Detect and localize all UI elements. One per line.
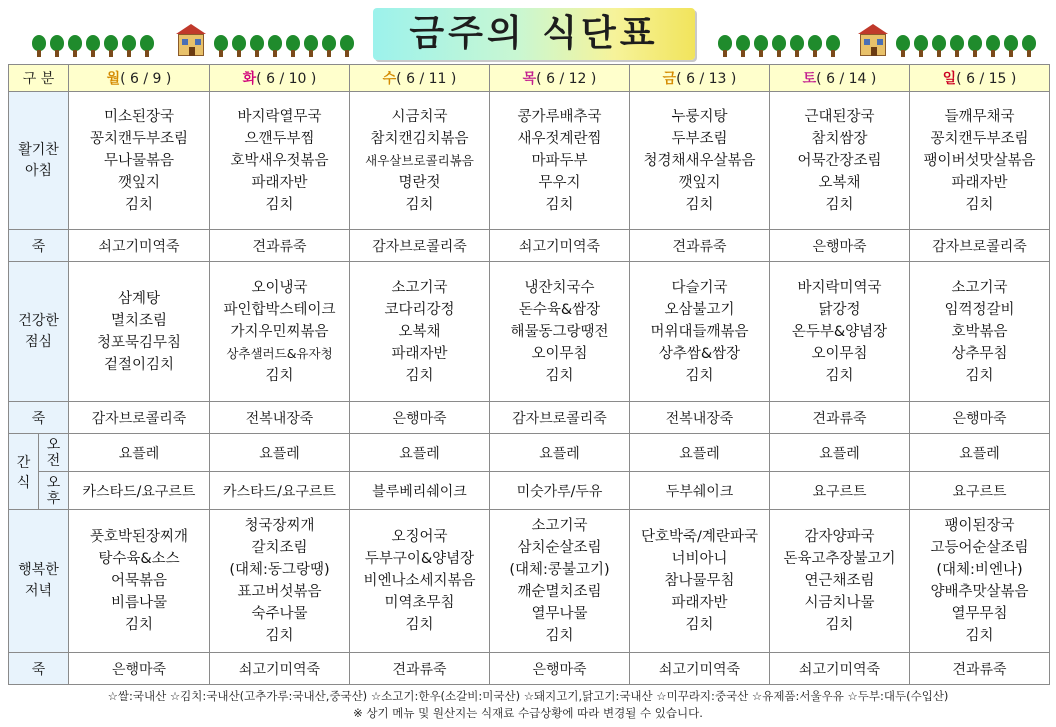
menu-item: 오삼불고기 [664, 301, 735, 318]
porridge-cell: 견과류죽 [350, 653, 490, 685]
menu-item: 풋호박된장찌개 [89, 529, 189, 545]
menu-item: 김치 [265, 628, 294, 644]
menu-item: 근대된장국 [804, 108, 875, 125]
day-name: 목 [522, 71, 537, 87]
porridge-cell: 쇠고기미역죽 [490, 230, 630, 262]
snack-label [9, 434, 39, 510]
tree-icon [772, 35, 786, 57]
snack-cell: 요플레 [210, 434, 350, 472]
menu-item: 호박볶음 [951, 323, 1008, 340]
porridge-cell: 견과류죽 [210, 230, 350, 262]
porridge-cell: 견과류죽 [770, 402, 910, 434]
menu-item: 김치 [685, 617, 714, 633]
porridge-cell: 견과류죽 [910, 653, 1050, 685]
section-header-label: 구 분 [22, 71, 55, 87]
porridge-cell: 쇠고기미역죽 [630, 653, 770, 685]
origin-footer [0, 688, 1056, 721]
menu-item: 머위대들깨볶음 [650, 323, 749, 340]
menu-item: 팽이버섯맛살볶음 [923, 152, 1036, 169]
lunch-cell [490, 262, 630, 402]
lunch-cell [630, 262, 770, 402]
lunch-row [9, 262, 1050, 402]
menu-item: 파래자반 [671, 595, 728, 611]
title-banner [373, 8, 695, 60]
tree-row-left [32, 35, 154, 57]
tree-row-right-2 [896, 35, 1036, 57]
dinner-cell [630, 510, 770, 653]
page-title: 금주의 식단표 [409, 13, 659, 54]
menu-item: 청경채새우살볶음 [643, 152, 756, 169]
menu-item: 무나물볶음 [103, 152, 175, 169]
menu-item: 김치 [124, 617, 153, 633]
menu-item: 상추쌈&쌈장 [658, 345, 741, 362]
breakfast-cell [910, 92, 1050, 230]
snack-cell: 요플레 [770, 434, 910, 472]
menu-item: 오이무침 [531, 345, 588, 362]
menu-item: 임꺽정갈비 [944, 301, 1015, 318]
snack-pm-row [9, 472, 1050, 510]
menu-item: 연근채조림 [804, 573, 875, 589]
menu-item: 파래자반 [391, 345, 448, 362]
breakfast-cell [770, 92, 910, 230]
snack-cell: 카스타드/요구르트 [210, 472, 350, 510]
menu-item: 겉절이김치 [103, 356, 175, 373]
menu-item: 콩가루배추국 [517, 108, 602, 125]
menu-item: 비엔나소세지볶음 [363, 573, 476, 589]
menu-item: 가지우민찌볶음 [230, 323, 329, 340]
page-header [0, 0, 1056, 64]
menu-item: 오징어국 [391, 529, 448, 545]
house-icon [858, 24, 888, 56]
change-notice: ※ 상기 메뉴 및 원산지는 식재료 수급상황에 따라 변경될 수 있습니다. [353, 706, 703, 720]
menu-item: 김치 [825, 367, 854, 384]
tree-icon [286, 35, 300, 57]
snack-pm-label [39, 472, 69, 510]
tree-icon [826, 35, 840, 57]
tree-icon [932, 35, 946, 57]
menu-item: 꽁치캔두부조림 [89, 130, 189, 147]
menu-item: 소고기국 [951, 279, 1008, 296]
day-header [770, 65, 910, 92]
tree-icon [250, 35, 264, 57]
menu-item: 김치 [545, 628, 574, 644]
tree-icon [1022, 35, 1036, 57]
porridge-cell: 쇠고기미역죽 [770, 653, 910, 685]
lunch-cell [69, 262, 210, 402]
porridge-cell: 은행마죽 [69, 653, 210, 685]
menu-item: 돈육고추장불고기 [783, 551, 896, 567]
menu-item: 어묵간장조림 [797, 152, 882, 169]
tree-icon [86, 35, 100, 57]
menu-item: 너비아니 [671, 551, 728, 567]
dinner-cell [770, 510, 910, 653]
lunch-label-line: 건강한 [18, 312, 59, 329]
menu-item: (대체:동그랑땡) [229, 562, 330, 578]
porridge-cell: 감자브로콜리죽 [350, 230, 490, 262]
menu-item: 김치 [825, 617, 854, 633]
porridge-cell: 쇠고기미역죽 [69, 230, 210, 262]
day-header [69, 65, 210, 92]
day-date: ( 6 / 15 ) [956, 71, 1017, 87]
tree-icon [232, 35, 246, 57]
menu-item: 해물동그랑땡전 [510, 323, 609, 340]
day-name: 월 [106, 71, 121, 87]
tree-icon [914, 35, 928, 57]
menu-item: 열무무침 [951, 606, 1008, 622]
porridge-cell: 감자브로콜리죽 [910, 230, 1050, 262]
day-date: ( 6 / 9 ) [120, 71, 172, 87]
breakfast-cell [490, 92, 630, 230]
day-name: 토 [802, 71, 817, 87]
tree-row-left-2 [214, 35, 354, 57]
dinner-cell [350, 510, 490, 653]
menu-item: 숙주나물 [251, 606, 308, 622]
menu-item: 두부조림 [671, 130, 728, 147]
porridge-cell: 은행마죽 [350, 402, 490, 434]
day-header [490, 65, 630, 92]
tree-icon [340, 35, 354, 57]
snack-cell: 요플레 [69, 434, 210, 472]
snack-cell: 요플레 [910, 434, 1050, 472]
lunch-cell [770, 262, 910, 402]
menu-item: 삼치순살조림 [517, 540, 602, 556]
tree-icon [68, 35, 82, 57]
menu-item: 시금치국 [391, 108, 448, 125]
porridge-label: 죽 [9, 230, 69, 262]
menu-item: 김치 [545, 196, 574, 213]
snack-label-line: 간 [16, 454, 31, 471]
porridge-cell: 쇠고기미역죽 [210, 653, 350, 685]
menu-item: 삼계탕 [117, 290, 161, 307]
porridge-cell: 전복내장죽 [630, 402, 770, 434]
day-header [630, 65, 770, 92]
breakfast-cell [350, 92, 490, 230]
breakfast-label-line: 아침 [24, 162, 53, 179]
menu-item: 멸치조림 [110, 312, 168, 329]
menu-item: 상추무침 [951, 345, 1008, 362]
snack-pm-label-line: 오 [46, 474, 61, 491]
snack-cell: 요구르트 [770, 472, 910, 510]
menu-item: 오복채 [398, 323, 441, 340]
snack-am-label-line: 오 [46, 436, 61, 453]
day-date: ( 6 / 10 ) [256, 71, 317, 87]
lunch-cell [910, 262, 1050, 402]
lunch-porridge-row [9, 402, 1050, 434]
day-date: ( 6 / 12 ) [536, 71, 597, 87]
tree-icon [140, 35, 154, 57]
porridge-cell: 감자브로콜리죽 [490, 402, 630, 434]
dinner-row [9, 510, 1050, 653]
menu-item: 청국장찌개 [244, 518, 315, 534]
menu-item: 오복채 [818, 174, 861, 191]
menu-item: 두부구이&양념장 [364, 551, 475, 567]
day-name: 일 [942, 71, 957, 87]
menu-item: 김치 [405, 196, 434, 213]
menu-item: 김치 [825, 196, 854, 213]
tree-icon [896, 35, 910, 57]
menu-item: 표고버섯볶음 [237, 584, 322, 600]
snack-am-label-line: 전 [46, 452, 61, 469]
origin-notice: ☆쌀:국내산 ☆김치:국내산(고추가루:국내산,중국산) ☆소고기:한우(소갈비:미국산) ☆돼지고기,닭고기:국내산 ☆미꾸라지:중국산 ☆유제품:서울우유 ☆두부:대두(수입산) [107, 689, 949, 703]
day-name: 금 [662, 71, 677, 87]
breakfast-row [9, 92, 1050, 230]
tree-icon [122, 35, 136, 57]
day-header [210, 65, 350, 92]
tree-icon [808, 35, 822, 57]
lunch-cell [210, 262, 350, 402]
menu-item: 깻잎지 [678, 174, 721, 191]
menu-item: 마파두부 [531, 152, 588, 169]
menu-item: 명란젓 [398, 174, 441, 191]
menu-item: 김치 [965, 196, 994, 213]
menu-item: 김치 [405, 367, 434, 384]
porridge-cell: 은행마죽 [910, 402, 1050, 434]
lunch-label [9, 262, 69, 402]
tree-row-right [718, 35, 840, 57]
snack-label-line: 식 [16, 474, 31, 491]
dinner-label [9, 510, 69, 653]
menu-item: 김치 [265, 367, 294, 384]
menu-item: 김치 [545, 367, 574, 384]
tree-icon [304, 35, 318, 57]
dinner-label-line: 행복한 [18, 562, 59, 578]
menu-item: 소고기국 [391, 279, 448, 296]
menu-item: 청포묵김무침 [96, 334, 182, 351]
house-icon [176, 24, 206, 56]
porridge-cell: 전복내장죽 [210, 402, 350, 434]
menu-item: 김치 [265, 196, 294, 213]
dinner-cell [69, 510, 210, 653]
breakfast-cell [630, 92, 770, 230]
menu-item: 탕수육&소스 [98, 551, 180, 567]
menu-item: 깨순멸치조림 [517, 584, 602, 600]
breakfast-cell [210, 92, 350, 230]
snack-cell: 블루베리쉐이크 [350, 472, 490, 510]
menu-item: 김치 [965, 628, 994, 644]
tree-icon [104, 35, 118, 57]
day-date: ( 6 / 14 ) [816, 71, 877, 87]
menu-item: 갈치조림 [251, 540, 308, 556]
day-name: 화 [242, 71, 257, 87]
porridge-cell: 은행마죽 [770, 230, 910, 262]
menu-item: 상추샐러드&유자청 [226, 345, 333, 361]
menu-item: (대체:콩불고기) [509, 562, 610, 578]
menu-item: 감자양파국 [804, 529, 875, 545]
menu-item: 온두부&양념장 [791, 323, 888, 340]
snack-cell: 요플레 [350, 434, 490, 472]
lunch-cell [350, 262, 490, 402]
menu-item: 돈수육&쌈장 [518, 301, 601, 318]
tree-icon [50, 35, 64, 57]
menu-item: 김치 [124, 196, 153, 213]
menu-item: 열무나물 [531, 606, 588, 622]
porridge-label: 죽 [9, 402, 69, 434]
menu-item: 양배추맛살볶음 [930, 584, 1029, 600]
menu-item: 팽이된장국 [944, 518, 1015, 534]
menu-item: 고등어순살조림 [930, 540, 1029, 556]
menu-item: 김치 [965, 367, 994, 384]
snack-cell: 카스타드/요구르트 [69, 472, 210, 510]
tree-icon [736, 35, 750, 57]
tree-icon [32, 35, 46, 57]
menu-item: 김치 [685, 367, 714, 384]
menu-item: 누룽지탕 [671, 108, 728, 125]
menu-item: 들깨무채국 [944, 108, 1015, 125]
porridge-cell: 견과류죽 [630, 230, 770, 262]
menu-item: 냉잔치국수 [524, 279, 595, 296]
menu-item: 새우젓계란찜 [517, 130, 602, 147]
tree-icon [986, 35, 1000, 57]
dinner-cell [490, 510, 630, 653]
tree-icon [718, 35, 732, 57]
menu-item: 참치쌈장 [811, 130, 868, 147]
menu-item: 꽁치캔두부조림 [930, 130, 1029, 147]
tree-icon [322, 35, 336, 57]
day-date: ( 6 / 13 ) [676, 71, 737, 87]
porridge-label: 죽 [9, 653, 69, 685]
menu-item: 미역초무침 [384, 595, 455, 611]
snack-cell: 요플레 [490, 434, 630, 472]
header-row [9, 65, 1050, 92]
snack-am-label [39, 434, 69, 472]
day-header [910, 65, 1050, 92]
menu-item: 비름나물 [110, 595, 168, 611]
snack-pm-label-line: 후 [46, 490, 61, 507]
menu-item: 시금치나물 [804, 595, 875, 611]
tree-icon [1004, 35, 1018, 57]
day-name: 수 [382, 71, 397, 87]
menu-item: 무우지 [538, 174, 581, 191]
menu-item: 바지락열무국 [237, 108, 322, 125]
tree-icon [790, 35, 804, 57]
section-header-cell [9, 65, 69, 92]
breakfast-label-line: 활기찬 [18, 141, 59, 158]
snack-cell: 요플레 [630, 434, 770, 472]
menu-item: 으깬두부찜 [244, 130, 315, 147]
snack-cell: 두부쉐이크 [630, 472, 770, 510]
porridge-cell: 감자브로콜리죽 [69, 402, 210, 434]
lunch-label-line: 점심 [24, 333, 53, 350]
day-date: ( 6 / 11 ) [396, 71, 457, 87]
menu-item: 닭강정 [818, 301, 861, 318]
menu-item: 김치 [405, 617, 434, 633]
meal-table [8, 64, 1050, 685]
menu-item: 오이냉국 [251, 279, 308, 296]
tree-icon [754, 35, 768, 57]
menu-item: 소고기국 [531, 518, 588, 534]
menu-item: 파래자반 [251, 174, 308, 191]
dinner-cell [210, 510, 350, 653]
menu-item: 참나물무침 [664, 573, 735, 589]
menu-item: (대체:비엔나) [936, 562, 1023, 578]
menu-item: 어묵볶음 [110, 573, 168, 589]
snack-cell: 요구르트 [910, 472, 1050, 510]
tree-icon [268, 35, 282, 57]
porridge-cell: 은행마죽 [490, 653, 630, 685]
dinner-label-line: 저녁 [24, 583, 53, 599]
menu-item: 참치캔김치볶음 [370, 130, 469, 147]
menu-item: 김치 [685, 196, 714, 213]
menu-item: 오이무침 [811, 345, 868, 362]
day-header [350, 65, 490, 92]
menu-item: 단호박죽/계란파국 [641, 529, 758, 545]
snack-am-row [9, 434, 1050, 472]
menu-item: 깻잎지 [117, 174, 161, 191]
menu-item: 호박새우젓볶음 [230, 152, 329, 169]
breakfast-cell [69, 92, 210, 230]
tree-icon [968, 35, 982, 57]
dinner-cell [910, 510, 1050, 653]
menu-item: 미소된장국 [103, 108, 175, 125]
tree-icon [950, 35, 964, 57]
snack-cell: 미숫가루/두유 [490, 472, 630, 510]
menu-item: 바지락미역국 [797, 279, 882, 296]
tree-icon [214, 35, 228, 57]
menu-item: 다슬기국 [671, 279, 728, 296]
menu-item: 코다리강정 [384, 301, 455, 318]
breakfast-label [9, 92, 69, 230]
dinner-porridge-row [9, 653, 1050, 685]
menu-item: 파래자반 [951, 174, 1008, 191]
menu-item: 새우살브로콜리볶음 [365, 152, 474, 168]
breakfast-porridge-row [9, 230, 1050, 262]
menu-item: 파인합박스테이크 [223, 301, 336, 318]
